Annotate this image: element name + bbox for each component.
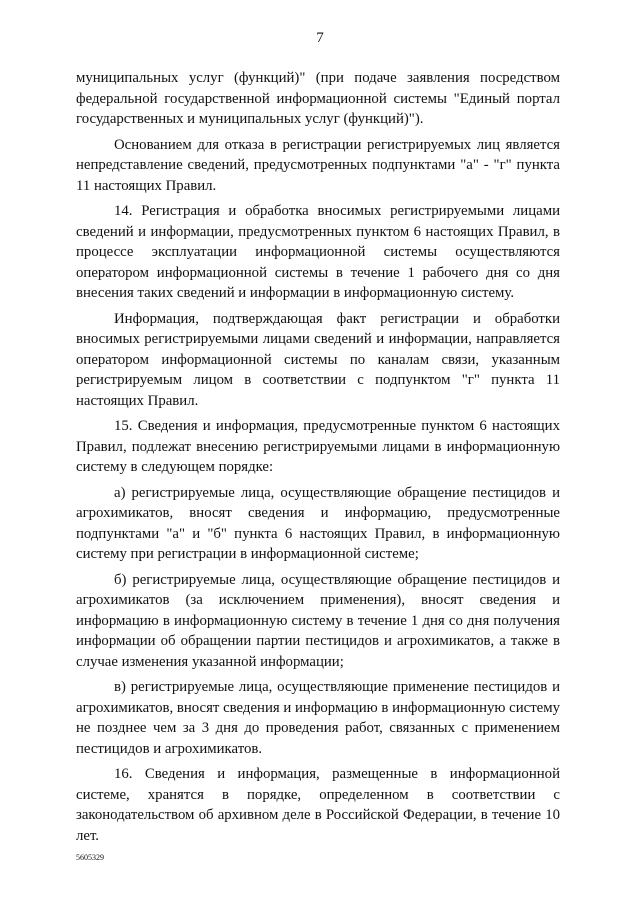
paragraph-clause-14: 14. Регистрация и обработка вносимых регистрируемыми лицами сведений и информации, предусмотренных пунктом 6 настоящих Правил, в процессе эксплуатации информационной системы осуществляются оператором информационной системы в течение 1 рабочего дня со дня внесения таких сведений и информации в информационную систему. <box>76 203 560 301</box>
paragraph-confirmation-info: Информация, подтверждающая факт регистрации и обработки вносимых регистрируемыми лицами сведений и информации, направляется оператором информационной системы по каналам связи, указанным регистрируемым лицом в соответствии с подпунктом "г" пункта 11 настоящих Правил. <box>76 310 560 409</box>
document-body <box>76 68 560 851</box>
paragraph-subclause-a: а) регистрируемые лица, осуществляющие обращение пестицидов и агрохимикатов, вносят сведения и информацию, предусмотренные подпунктами "а" и "б" пункта 6 настоящих Правил, в информационную систему при регистрации в информационной системе; <box>76 484 560 562</box>
paragraph-subclause-b: б) регистрируемые лица, осуществляющие обращение пестицидов и агрохимикатов (за исключением применения), вносят сведения и информацию в информационную систему в течение 1 дня со дня получения информации об обращении партии пестицидов и агрохимикатов, а также в случае изменения указанной информации; <box>76 571 560 670</box>
paragraph-continuation: муниципальных услуг (функций)" (при подаче заявления посредством федеральной государственной информационной системы "Единый портал государственных и муниципальных услуг (функций)"). <box>76 70 560 127</box>
page-number: 7 <box>316 30 324 46</box>
paragraph-subclause-v: в) регистрируемые лица, осуществляющие применение пестицидов и агрохимикатов, вносят сведения и информацию в информационную систему не позднее чем за 3 дня до проведения работ, связанных с применением пестицидов и агрохимикатов. <box>76 679 560 757</box>
paragraph-refusal-basis: Основанием для отказа в регистрации регистрируемых лиц является непредставление сведений, предусмотренных подпунктами "а" - "г" пункта 11 настоящих Правил. <box>76 136 560 194</box>
document-id: 5605329 <box>76 853 104 862</box>
paragraph-clause-16: 16. Сведения и информация, размещенные в информационной системе, хранятся в порядке, определенном в соответствии с законодательством об архивном деле в Российской Федерации, в течение 10 лет. <box>76 766 560 844</box>
paragraph-clause-15: 15. Сведения и информация, предусмотренные пунктом 6 настоящих Правил, подлежат внесению регистрируемыми лицами в информационную систему в следующем порядке: <box>76 418 560 475</box>
